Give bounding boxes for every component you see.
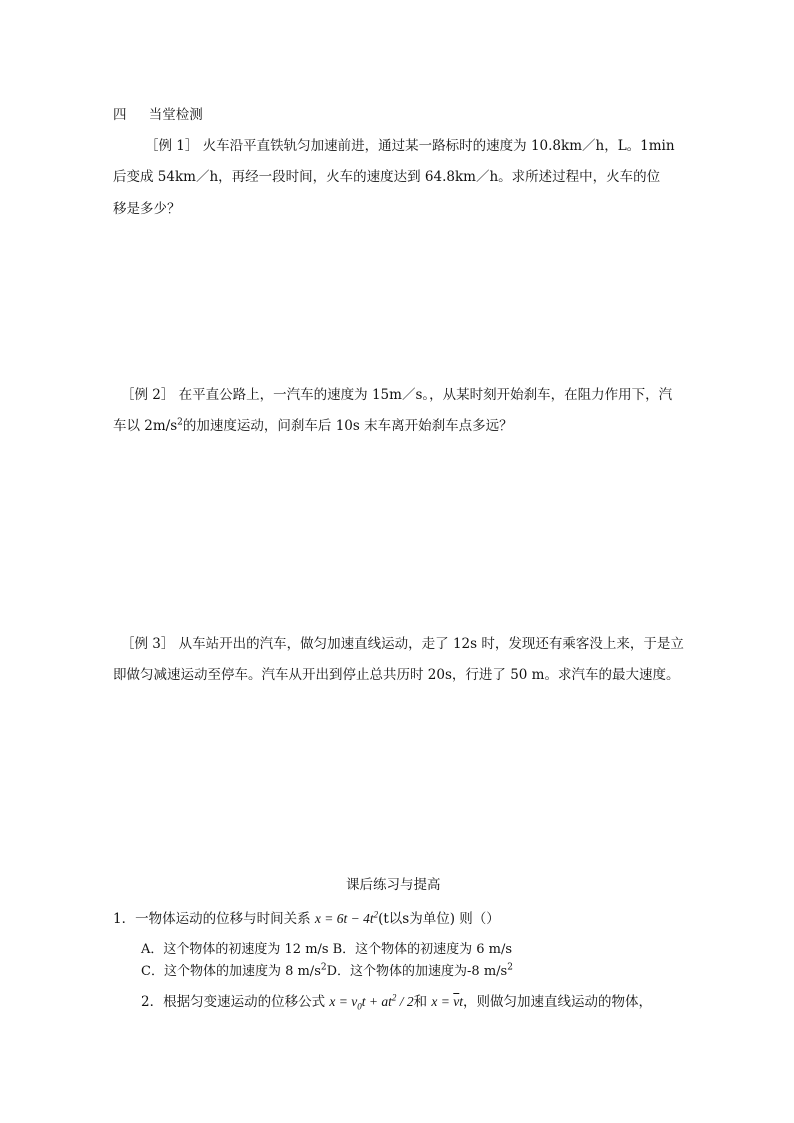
example3-line1: ［例 3］ 从车站开出的汽车，做匀加速直线运动，走了 12s 时，发现还有乘客没上来，于是立 [121, 636, 684, 652]
q1-formula-sup: 2 [373, 909, 379, 920]
q1-paren: (t以s为单位) [378, 911, 455, 927]
q2-prefix: 2．根据匀变速运动的位移公式 [141, 994, 330, 1010]
q1-option-d: D．这个物体的加速度为-8 m/s [326, 964, 508, 979]
example2-line2 [113, 414, 513, 434]
example2-line1: ［例 2］ 在平直公路上，一汽车的速度为 15m／s。，从某时刻开始刹车，在阻力作用下，汽 [121, 387, 673, 403]
example2-line2-start: 车以 2m/s [113, 418, 178, 434]
q1-option-d-sup: 2 [507, 962, 513, 973]
question2 [141, 990, 652, 1012]
q1-option-c: C．这个物体的加速度为 8 m/s [141, 964, 321, 979]
example1-line2: 后变成 54km／h，再经一段时间，火车的速度达到 64.8km／h。求所述过程中，火车的位 [113, 169, 661, 185]
q2-mid: 和 [413, 994, 432, 1010]
q2-formula2-vbar: $\overline{v}$ [453, 994, 460, 1009]
example1-line3: 移是多少？ [113, 201, 181, 217]
q1-option-b: B．这个物体的初速度为 6 m/s [332, 942, 513, 957]
q2-formula1-sup: 2 [391, 992, 397, 1003]
q2-formula1-sub: 0 [357, 1001, 362, 1012]
example3-line2: 即做匀减速运动至停车。汽车从开出到停止总共历时 20s，行进了 50 m。求汽车的最大速度。 [113, 667, 680, 683]
q2-formula2-end: t [459, 994, 464, 1009]
q1-formula: x = 6t − 4t [314, 911, 374, 926]
example2-line2-sup: 2 [177, 417, 183, 428]
practice-heading: 课后练习与提高 [346, 877, 441, 893]
q1-option-a: A．这个物体的初速度为 12 m/s [141, 942, 329, 957]
section-heading [113, 103, 203, 123]
section-title: 当堂检测 [148, 107, 203, 123]
q1-suffix: 则（） [455, 911, 500, 927]
example1-line1: ［例 1］ 火车沿平直铁轨匀加速前进，通过某一路标时的速度为 10.8km／h，L。1min [145, 138, 675, 154]
q2-suffix: ，则做匀加速直线运动的物体， [463, 994, 653, 1010]
q2-formula1-rest: t + at [361, 994, 392, 1009]
question1 [113, 907, 500, 927]
q1-option-c-sup: 2 [320, 962, 327, 973]
q2-formula2: x = [431, 994, 454, 1009]
q1-options-row2 [141, 960, 513, 979]
q1-options-row1 [141, 938, 512, 957]
q2-formula1: x = v [329, 994, 358, 1009]
q2-formula1-end: / 2 [396, 994, 414, 1009]
q1-prefix: 1．一物体运动的位移与时间关系 [113, 911, 315, 927]
section-number: 四 [113, 107, 127, 123]
example2-line2-end: 的加速度运动，问刹车后 10s 末车离开始刹车点多远？ [182, 418, 513, 434]
